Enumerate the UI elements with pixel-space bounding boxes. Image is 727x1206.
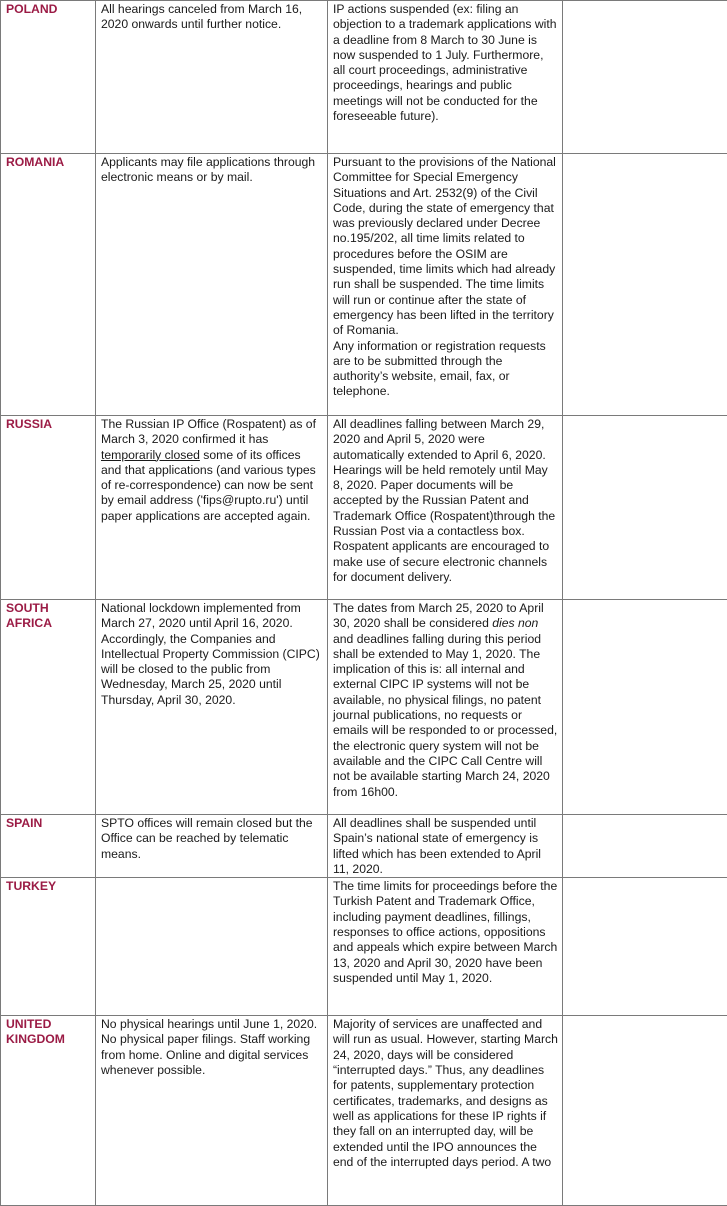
deadlines-cell: IP actions suspended (ex: filing an objection to a trademark applications with a deadline from 8 March to 30 June is now suspended to 1 July. Furthermore, all court proceedings, administrative proceedings, hearings and public meetings will not be conducted for the foreseeable future). [328,1,563,154]
deadlines-text: and deadlines falling during this period shall be extended to May 1, 2020. The implication of this is: all internal and external CIPC IP systems will not be available, no physical filings, no patent journal publications, no requests or emails will be responded to or processed, the electronic query system will not be available and the CIPC Call Centre will not be available starting March 24, 2020 from 16h00. [333,632,557,799]
office-status-cell: No physical hearings until June 1, 2020. No physical paper filings. Staff working from home. Online and digital services whenever possible. [96,1016,328,1206]
deadlines-cell: The time limits for proceedings before the Turkish Patent and Trademark Office, including payment deadlines, fillings, responses to office actions, oppositions and appeals which expire between March 13, 2020 and April 30, 2020 have been suspended until May 1, 2020. [328,878,563,1016]
table-row [1,600,727,815]
country-cell: ROMANIA [1,154,96,416]
deadlines-cell: Majority of services are unaffected and will run as usual. However, starting March 24, 2020, days will be considered “interrupted days.” Thus, any deadlines for patents, supplementary protection certificates, trademarks, and designs as well as applications for these IP rights if they fall on an interrupted day, will be extended until the IPO announces the end of the interrupted days period. A two [328,1016,563,1206]
notes-cell [563,1,727,154]
office-status-cell: All hearings canceled from March 16, 2020 onwards until further notice. [96,1,328,154]
deadlines-paragraph: Pursuant to the provisions of the National Committee for Special Emergency Situations and Art. 2532(9) of the Civil Code, during the state of emergency that was previously declared under Decree no.195/202, all time limits related to procedures before the OSIM are suspended, time limits which had already run shall be suspended. The time limits will run or continue after the state of emergency has been lifted in the territory of Romania. [333,155,559,339]
notes-cell [563,600,727,815]
office-status-cell: SPTO offices will remain closed but the Office can be reached by telematic means. [96,815,328,878]
country-cell: SOUTH AFRICA [1,600,96,815]
notes-cell [563,416,727,600]
deadlines-paragraph: Any information or registration requests are to be submitted through the authority’s website, email, fax, or telephone. [333,339,559,400]
office-status-cell [96,416,328,600]
country-cell: RUSSIA [1,416,96,600]
country-cell: UNITED KINGDOM [1,1016,96,1206]
office-status-cell [96,878,328,1016]
table-row [1,416,727,600]
country-cell: POLAND [1,1,96,154]
notes-cell [563,815,727,878]
deadlines-cell [328,600,563,815]
notes-cell [563,1016,727,1206]
status-text: some of its offices and that applications (and various types of re-correspondence) can now be sent by email address ('fips@rupto.ru') until paper applications are accepted again. [101,448,316,523]
country-cell: SPAIN [1,815,96,878]
notes-cell [563,878,727,1016]
office-status-cell: National lockdown implemented from March 27, 2020 until April 16, 2020. Accordingly, the Companies and Intellectual Property Commission (CIPC) will be closed to the public from Wednesday, March 25, 2020 until Thursday, April 30, 2020. [96,600,328,815]
deadlines-cell [328,154,563,416]
deadlines-cell: All deadlines shall be suspended until Spain’s national state of emergency is lifted which has been extended to April 11, 2020. [328,815,563,878]
table-row [1,878,727,1016]
deadlines-text: The dates from March 25, 2020 to April 30, 2020 shall be considered [333,601,544,630]
temporarily-closed-link[interactable]: temporarily closed [101,448,200,462]
table-row [1,815,727,878]
table-row [1,1016,727,1206]
dies-non-text: dies non [492,616,538,630]
country-cell: TURKEY [1,878,96,1016]
table-row [1,1,727,154]
table-row [1,154,727,416]
office-status-cell: Applicants may file applications through electronic means or by mail. [96,154,328,416]
notes-cell [563,154,727,416]
status-text: The Russian IP Office (Rospatent) as of March 3, 2020 confirmed it has [101,417,316,446]
deadlines-cell: All deadlines falling between March 29, 2020 and April 5, 2020 were automatically extended to April 6, 2020. Hearings will be held remotely until May 8, 2020. Paper documents will be accepted by the Russian Patent and Trademark Office (Rospatent)through the Russian Post via a contactless box. Rospatent applicants are encouraged to make use of secure electronic channels for document delivery. [328,416,563,600]
